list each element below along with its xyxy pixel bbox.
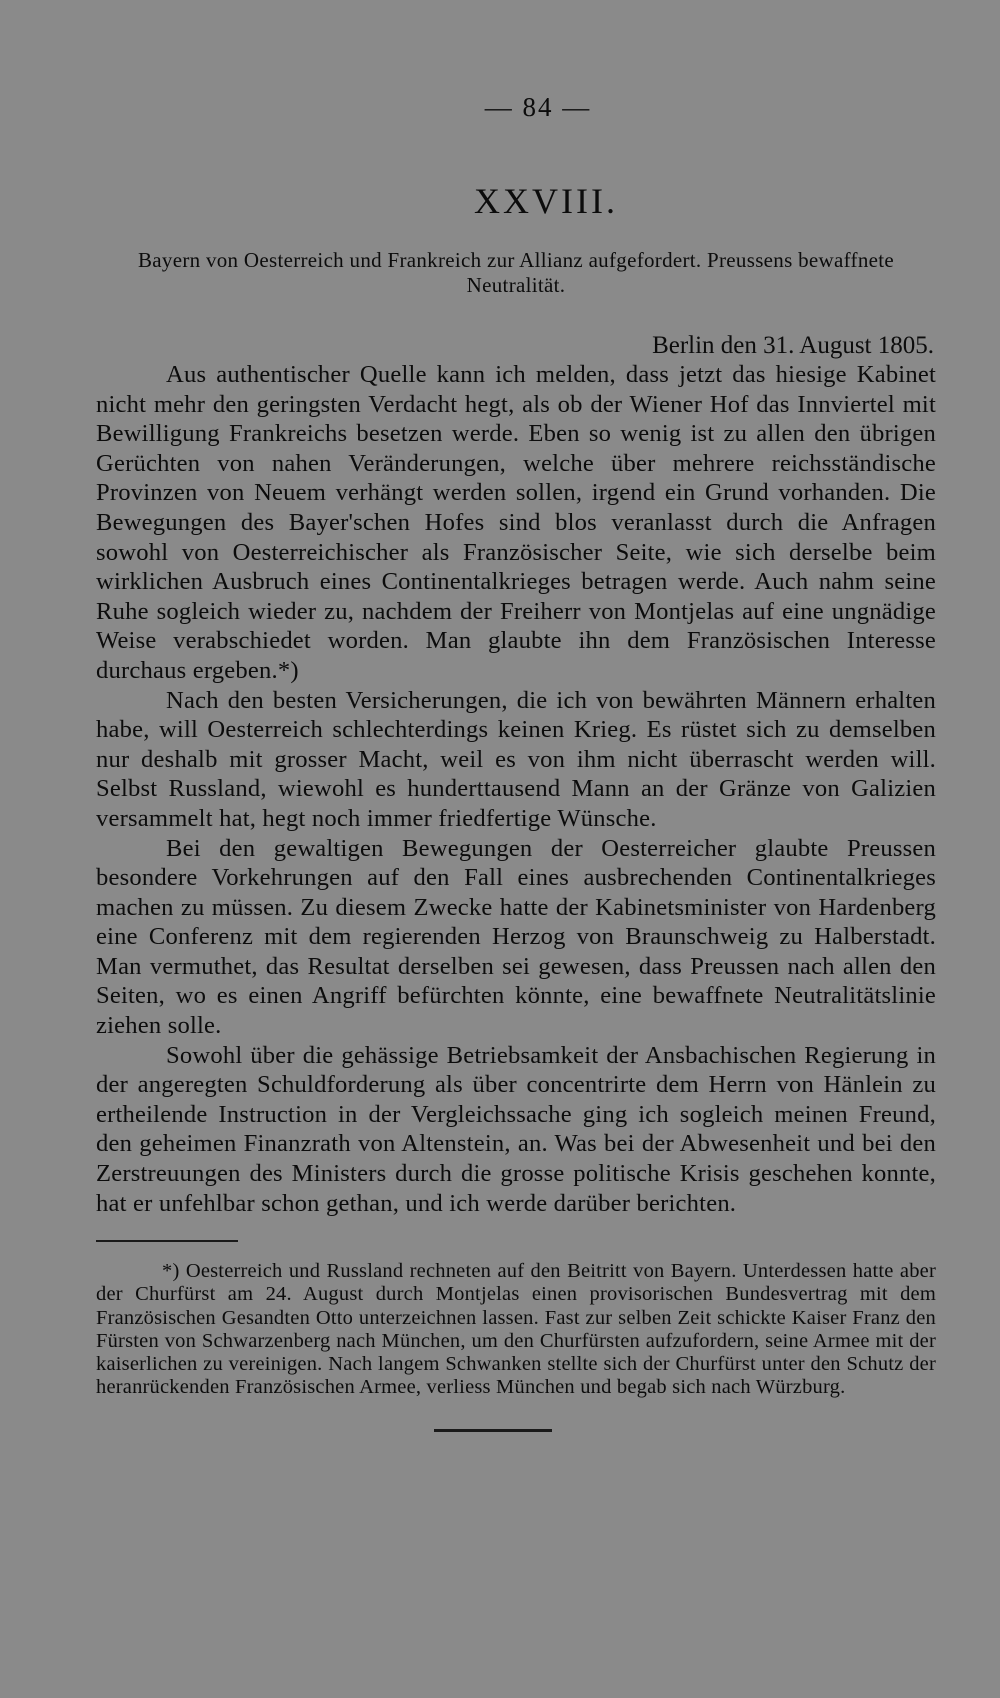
paragraph: Aus authentischer Quelle kann ich melden, dass jetzt das hiesige Kabinet nicht mehr den geringsten Verdacht hegt, als ob der Wiener Hof das Innviertel mit Bewilligung Frankreichs besetzen werde. Eben so wenig ist zu allen den übrigen Gerüchten von nahen Veränderungen, welche über mehrere reichsständische Provinzen von Neuem verhängt werden sollen, irgend ein Grund vorhanden. Die Bewegungen des Bayer'schen Hofes sind blos veranlasst durch die Anfragen sowohl von Oesterreichischer als Französischer Seite, wie sich derselbe beim wirklichen Ausbruch eines Continentalkrieges betragen werde. Auch nahm seine Ruhe sogleich wieder zu, nachdem der Freiherr von Montjelas auf eine ungnädige Weise verabschiedet worden. Man glaubte ihn dem Französischen Interesse durchaus ergeben.*) bbox=[96, 361, 936, 684]
chapter-heading: XXVIII. bbox=[474, 181, 618, 221]
body-text bbox=[96, 360, 936, 1218]
dateline: Berlin den 31. August 1805. bbox=[652, 332, 934, 359]
footnote-separator bbox=[96, 1240, 238, 1242]
footnote: *) Oesterreich und Russland rechneten auf den Beitritt von Bayern. Unterdessen hatte aber der Churfürst am 24. August durch Montjelas einen provisorischen Bundesvertrag mit dem Französischen Gesandten Otto unterzeichnen lassen. Fast zur selben Zeit schickte Kaiser Franz den Fürsten von Schwarzenberg nach München, um den Churfürsten aufzufordern, seine Armee mit der kaiserlichen zu vereinigen. Nach langem Schwanken stellte sich der Churfürst unter den Schutz der heranrückenden Französischen Armee, verliess München und begab sich nach Würzburg. bbox=[96, 1260, 936, 1399]
chapter-subtitle: Bayern von Oesterreich und Frankreich zur Allianz aufgefordert. Preussens bewaffnete Neutralität. bbox=[137, 248, 895, 297]
end-rule bbox=[434, 1429, 552, 1432]
book-page bbox=[96, 92, 936, 1432]
paragraph: Sowohl über die gehässige Betriebsamkeit der Ansbachischen Regierung in der angeregten Schuldforderung als über concentrirte dem Herrn von Hänlein zu ertheilende Instruction in der Vergleichssache ging ich sogleich meinen Freund, den geheimen Finanzrath von Altenstein, an. Was bei der Abwesenheit und bei den Zerstreuungen des Ministers durch die grosse politische Krisis geschehen konnte, hat er unfehlbar schon gethan, und ich werde darüber berichten. bbox=[96, 1041, 936, 1217]
page-number: — 84 — bbox=[484, 92, 592, 122]
paragraph: Nach den besten Versicherungen, die ich von bewährten Männern erhalten habe, will Oesterreich schlechterdings keinen Krieg. Es rüstet sich zu demselben nur deshalb mit grosser Macht, weil es von ihm nicht überrascht werden will. Selbst Russland, wiewohl es hunderttausend Mann an der Gränze von Galizien versammelt hat, hegt noch immer friedfertige Wünsche. bbox=[96, 686, 936, 832]
paragraph: Bei den gewaltigen Bewegungen der Oesterreicher glaubte Preussen besondere Vorkehrungen auf den Fall eines ausbrechenden Continentalkrieges machen zu müssen. Zu diesem Zwecke hatte der Kabinetsminister von Hardenberg eine Conferenz mit dem regierenden Herzog von Braunschweig zu Halberstadt. Man vermuthet, das Resultat derselben sei gewesen, dass Preussen nach allen den Seiten, wo es einen Angriff befürchten könnte, eine bewaffnete Neutralitätslinie ziehen solle. bbox=[96, 834, 936, 1040]
